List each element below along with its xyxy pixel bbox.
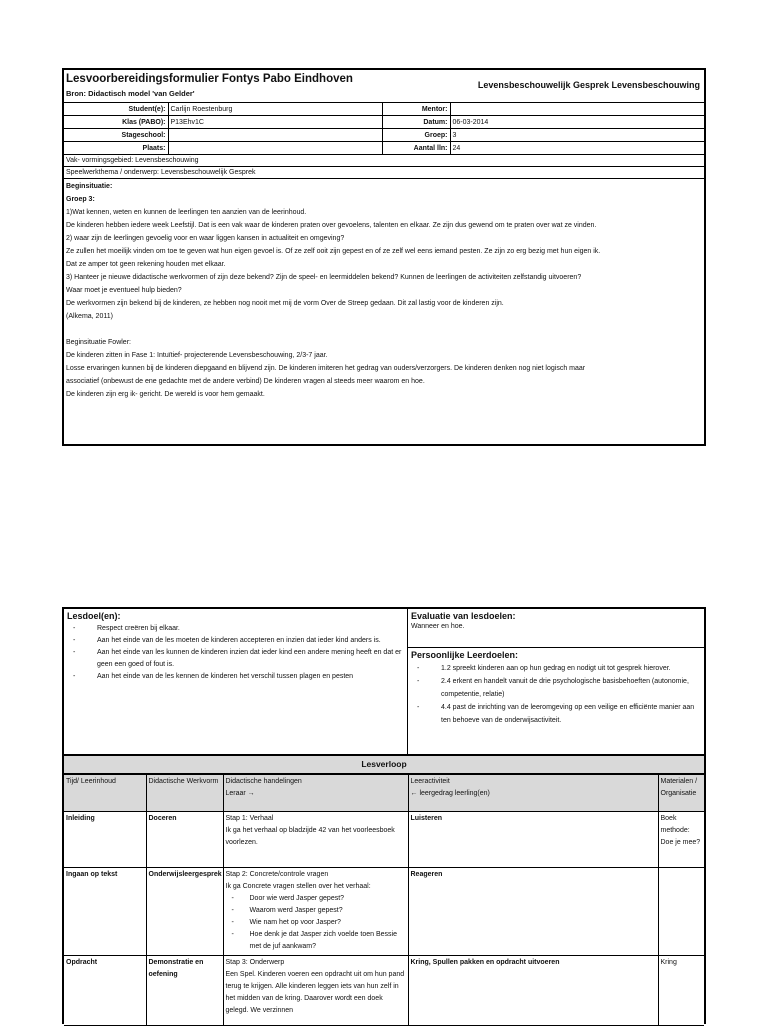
row-handelingen	[223, 812, 408, 868]
beginsituatie-line: 2) waar zijn de leerlingen gevoelig voor en waar liggen kansen in actualiteit en omgeving?	[66, 235, 345, 242]
stageschool-value	[168, 129, 382, 142]
goals-row	[64, 609, 704, 755]
klas-label: Klas (PABO):	[64, 116, 168, 129]
question-item: - Wie nam het op voor Jasper?	[250, 917, 406, 929]
lesdoel-item: - Aan het einde van les kunnen de kinderen inzien dat ieder kind een andere mening heeft en dat er geen een goed of fout is.	[97, 647, 404, 671]
col-handelingen	[223, 775, 408, 812]
row-materialen: Boek methode: Doe je mee?	[658, 812, 704, 868]
evaluatie-text: Wanneer en hoe.	[411, 623, 465, 630]
evaluatie-heading: Evaluatie van lesdoelen:	[411, 611, 516, 621]
form-title: Lesvoorbereidingsformulier Fontys Pabo Eindhoven	[66, 73, 353, 85]
row-materialen	[658, 868, 704, 956]
row-materialen: Kring	[658, 956, 704, 1026]
datum-value: 06-03-2014	[450, 116, 704, 129]
row-tekst: Een Spel. Kinderen voeren een opdracht uit om hun pand terug te krijgen. Alle kinderen leggen iets van hun zelf in het midden van de kring. Daarover wordt een doek gelegd. We verzinnen	[225, 971, 405, 1014]
beginsituatie-line: associatief (onbewust de ene gedachte met de andere verbind) De kinderen vragen al steeds meer waarom en hoe.	[66, 378, 425, 385]
col-leeractiviteit-label: Leeractiviteit	[410, 778, 450, 785]
plaats-value	[168, 142, 382, 155]
leerdoelen-list	[411, 662, 701, 727]
beginsituatie-line: Dat ze amper tot geen rekening houden met elkaar.	[66, 261, 226, 268]
stageschool-label: Stageschool:	[64, 129, 168, 142]
beginsituatie-line: Beginsituatie:	[66, 183, 113, 190]
col-leeractiviteit	[408, 775, 658, 812]
lesdoelen-list	[67, 623, 404, 683]
question-item: - Hoe denk je dat Jasper zich voelde toen Bessie met de juf aankwam?	[250, 929, 406, 953]
aantal-label: Aantal lln:	[382, 142, 450, 155]
mentor-value	[450, 103, 704, 116]
beginsituatie-section	[64, 179, 704, 402]
beginsituatie-line: Waar moet je eventueel hulp bieden?	[66, 287, 182, 294]
beginsituatie-line: 1)Wat kennen, weten en kunnen de leerlingen ten aanzien van de leerinhoud.	[66, 209, 307, 216]
col-handelingen-label: Didactische handelingen	[225, 778, 302, 785]
lesson-plan-sheet	[62, 607, 706, 1024]
lesverloop-header-row	[64, 775, 704, 812]
lesdoel-item: - Aan het einde van de les kennen de kinderen het verschil tussen plagen en pesten	[97, 671, 404, 683]
question-item: - Door wie werd Jasper gepest?	[250, 893, 406, 905]
student-value: Carlijn Roestenburg	[168, 103, 382, 116]
speelwerk-row: Speelwerkthema / onderwerp: Levensbeschouwelijk Gesprek	[64, 167, 704, 179]
row-werkvorm: Demonstratie en oefening	[146, 956, 223, 1026]
row-tijd: Ingaan op tekst	[64, 868, 146, 956]
col-leraar-label: Leraar →	[225, 790, 255, 797]
lesson-form-header-sheet	[62, 68, 706, 446]
lesverloop-row	[64, 812, 704, 868]
beginsituatie-line: Beginsituatie Fowler:	[66, 339, 131, 346]
leerdoel-item: - 1.2 spreekt kinderen aan op hun gedrag en nodigt uit tot gesprek hierover.	[441, 662, 701, 675]
beginsituatie-line: Ze zullen het moeilijk vinden om toe te geven wat hun eigen gevoel is. Of ze zelf ooit zijn gepest en of ze zelf wel eens iemand pesten. Ze zijn zo erg bezig met hun eigen ik.	[66, 248, 601, 255]
lesverloop-heading: Lesverloop	[62, 755, 706, 774]
leerdoel-item: - 2.4 erkent en handelt vanuit de drie psychologische basisbehoeften (autonomie, competentie, relatie)	[441, 675, 701, 701]
beginsituatie-line: Groep 3:	[66, 196, 95, 203]
row-leeractiviteit: Luisteren	[408, 812, 658, 868]
beginsituatie-line: Losse ervaringen kunnen bij de kinderen diepgaand en blijvend zijn. De kinderen imiteren het gedrag van ouders/verzorgers. De kinderen denken nog niet logisch maar	[66, 365, 586, 372]
row-stap: Stap 1: Verhaal	[225, 815, 274, 822]
form-header	[64, 70, 704, 103]
row-stap: Stap 2: Concrete/controle vragen	[225, 871, 329, 878]
form-subject-title: Levensbeschouwelijk Gesprek Levensbeschouwing	[477, 80, 700, 90]
klas-value: P13Ehv1C	[168, 116, 382, 129]
row-leeractiviteit: Kring, Spullen pakken en opdracht uitvoeren	[408, 956, 658, 1026]
lesdoelen-section	[64, 609, 408, 754]
beginsituatie-line: De kinderen zijn erg ik- gericht. De wereld is voor hem gemaakt.	[66, 391, 265, 398]
evaluatie-section	[408, 609, 704, 648]
row-handelingen	[223, 956, 408, 1026]
col-tijd: Tijd/ Leerinhoud	[64, 775, 146, 812]
datum-label: Datum:	[382, 116, 450, 129]
lesdoel-item: - Respect creëren bij elkaar.	[97, 623, 404, 635]
info-grid	[64, 103, 704, 155]
groep-label: Groep:	[382, 129, 450, 142]
lesverloop-row	[64, 956, 704, 1026]
beginsituatie-line: (Alkema, 2011)	[66, 313, 113, 320]
leerdoel-item: - 4.4 past de inrichting van de leeromgeving op een veilige en efficiënte manier aan ten behoeve van de onderwijsactiviteit.	[441, 701, 701, 727]
evaluation-column	[408, 609, 704, 754]
beginsituatie-line: De werkvormen zijn bekend bij de kinderen, ze hebben nog nooit met mij de vorm Over de Streep gedaan. Dit zal lastig voor de kinderen zijn.	[66, 300, 504, 307]
student-label: Student(e):	[64, 103, 168, 116]
aantal-value: 24	[450, 142, 704, 155]
beginsituatie-line: De kinderen hebben iedere week Leefstijl. Dat is een vak waar de kinderen praten over gevoelens, talenten en elkaar. Ze zijn dus gewend om te praten over wat ze vinden.	[66, 222, 597, 229]
col-materialen: Materialen / Organisatie	[658, 775, 704, 812]
row-handelingen	[223, 868, 408, 956]
beginsituatie-line: De kinderen zitten in Fase 1: Intuïtief- projecterende Levensbeschouwing, 2/3-7 jaar.	[66, 352, 328, 359]
lesdoel-item: - Aan het einde van de les moeten de kinderen accepteren en inzien dat ieder kind anders is.	[97, 635, 404, 647]
row-werkvorm: Onderwijsleergesprek	[146, 868, 223, 956]
col-leerling-label: ← leergedrag leerling(en)	[410, 790, 490, 797]
row-leeractiviteit: Reageren	[408, 868, 658, 956]
row-werkvorm: Doceren	[146, 812, 223, 868]
plaats-label: Plaats:	[64, 142, 168, 155]
row-question-list	[226, 893, 406, 953]
lesverloop-row	[64, 868, 704, 956]
vak-row: Vak- vormingsgebied: Levensbeschouwing	[64, 155, 704, 167]
row-tekst: Ik ga Concrete vragen stellen over het verhaal:	[225, 883, 371, 890]
row-tekst: Ik ga het verhaal op bladzijde 42 van het voorleesboek voorlezen.	[225, 827, 395, 846]
groep-value: 3	[450, 129, 704, 142]
lesdoelen-heading: Lesdoel(en):	[67, 611, 121, 621]
row-tijd: Opdracht	[64, 956, 146, 1026]
lesverloop-table	[64, 774, 704, 1026]
leerdoelen-heading: Persoonlijke Leerdoelen:	[411, 650, 519, 660]
row-stap: Stap 3: Onderwerp	[225, 959, 285, 966]
beginsituatie-line: 3) Hanteer je nieuwe didactische werkvormen of zijn deze bekend? Zijn de speel- en leermiddelen bekend? Kunnen de leerlingen de activiteiten zelfstandig uitvoeren?	[66, 274, 582, 281]
form-source: Bron: Didactisch model 'van Gelder'	[66, 89, 195, 98]
col-werkvorm: Didactische Werkvorm	[146, 775, 223, 812]
mentor-label: Mentor:	[382, 103, 450, 116]
leerdoelen-section	[408, 648, 704, 729]
question-item: - Waarom werd Jasper gepest?	[250, 905, 406, 917]
row-tijd: Inleiding	[64, 812, 146, 868]
beginsituatie-line	[66, 323, 702, 336]
